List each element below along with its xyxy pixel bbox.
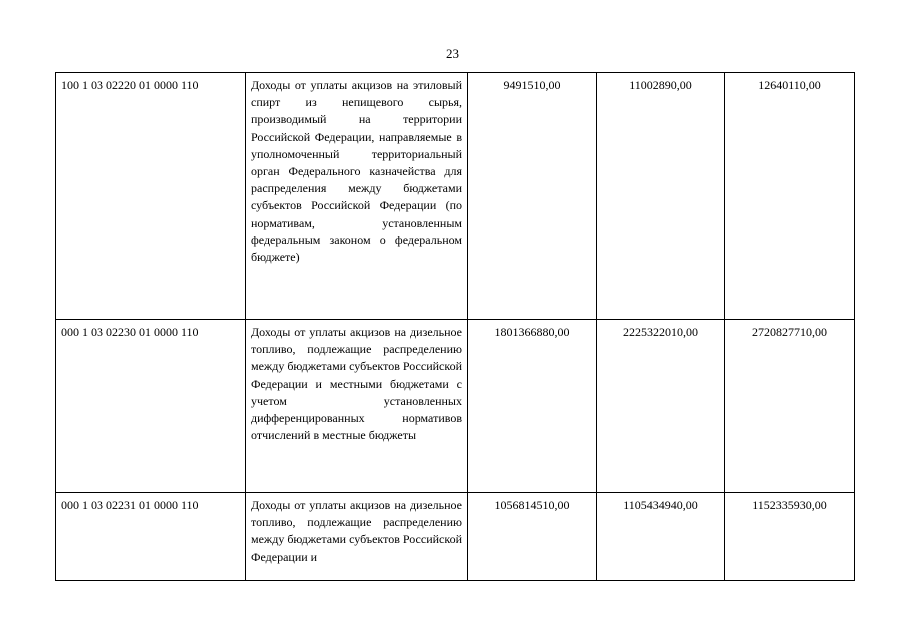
amount-year-1-cell: 1056814510,00 [468,493,597,581]
revenue-code-cell: 000 1 03 02230 01 0000 110 [56,320,246,493]
revenue-description-cell: Доходы от уплаты акцизов на дизельное топливо, подлежащие распределению между бюджетами субъектов Российской Федерации и [246,493,468,581]
amount-year-2-cell: 1105434940,00 [597,493,725,581]
page-number: 23 [446,46,459,61]
table-row [56,73,855,320]
amount-year-1-cell: 9491510,00 [468,73,597,320]
amount-year-2-cell: 11002890,00 [597,73,725,320]
amount-year-3-cell: 2720827710,00 [725,320,855,493]
amount-year-3-cell: 1152335930,00 [725,493,855,581]
table-row [56,320,855,493]
revenue-description-cell: Доходы от уплаты акцизов на дизельное топливо, подлежащие распределению между бюджетами субъектов Российской Федерации и местными бюджетами с учетом установленных дифференцированных нормативов отчислений в местные бюджеты [246,320,468,493]
amount-year-2-cell: 2225322010,00 [597,320,725,493]
revenue-code-cell: 000 1 03 02231 01 0000 110 [56,493,246,581]
amount-year-1-cell: 1801366880,00 [468,320,597,493]
amount-year-3-cell: 12640110,00 [725,73,855,320]
revenue-code-cell: 100 1 03 02220 01 0000 110 [56,73,246,320]
revenue-description-cell: Доходы от уплаты акцизов на этиловый спирт из непищевого сырья, производимый на территории Российской Федерации, направляемые в уполномоченный территориальный орган Федерального казначейства для распределения между бюджетами субъектов Российской Федерации (по нормативам, установленным федеральным законом о федеральном бюджете) [246,73,468,320]
budget-revenue-table [55,72,855,581]
table-row [56,493,855,581]
